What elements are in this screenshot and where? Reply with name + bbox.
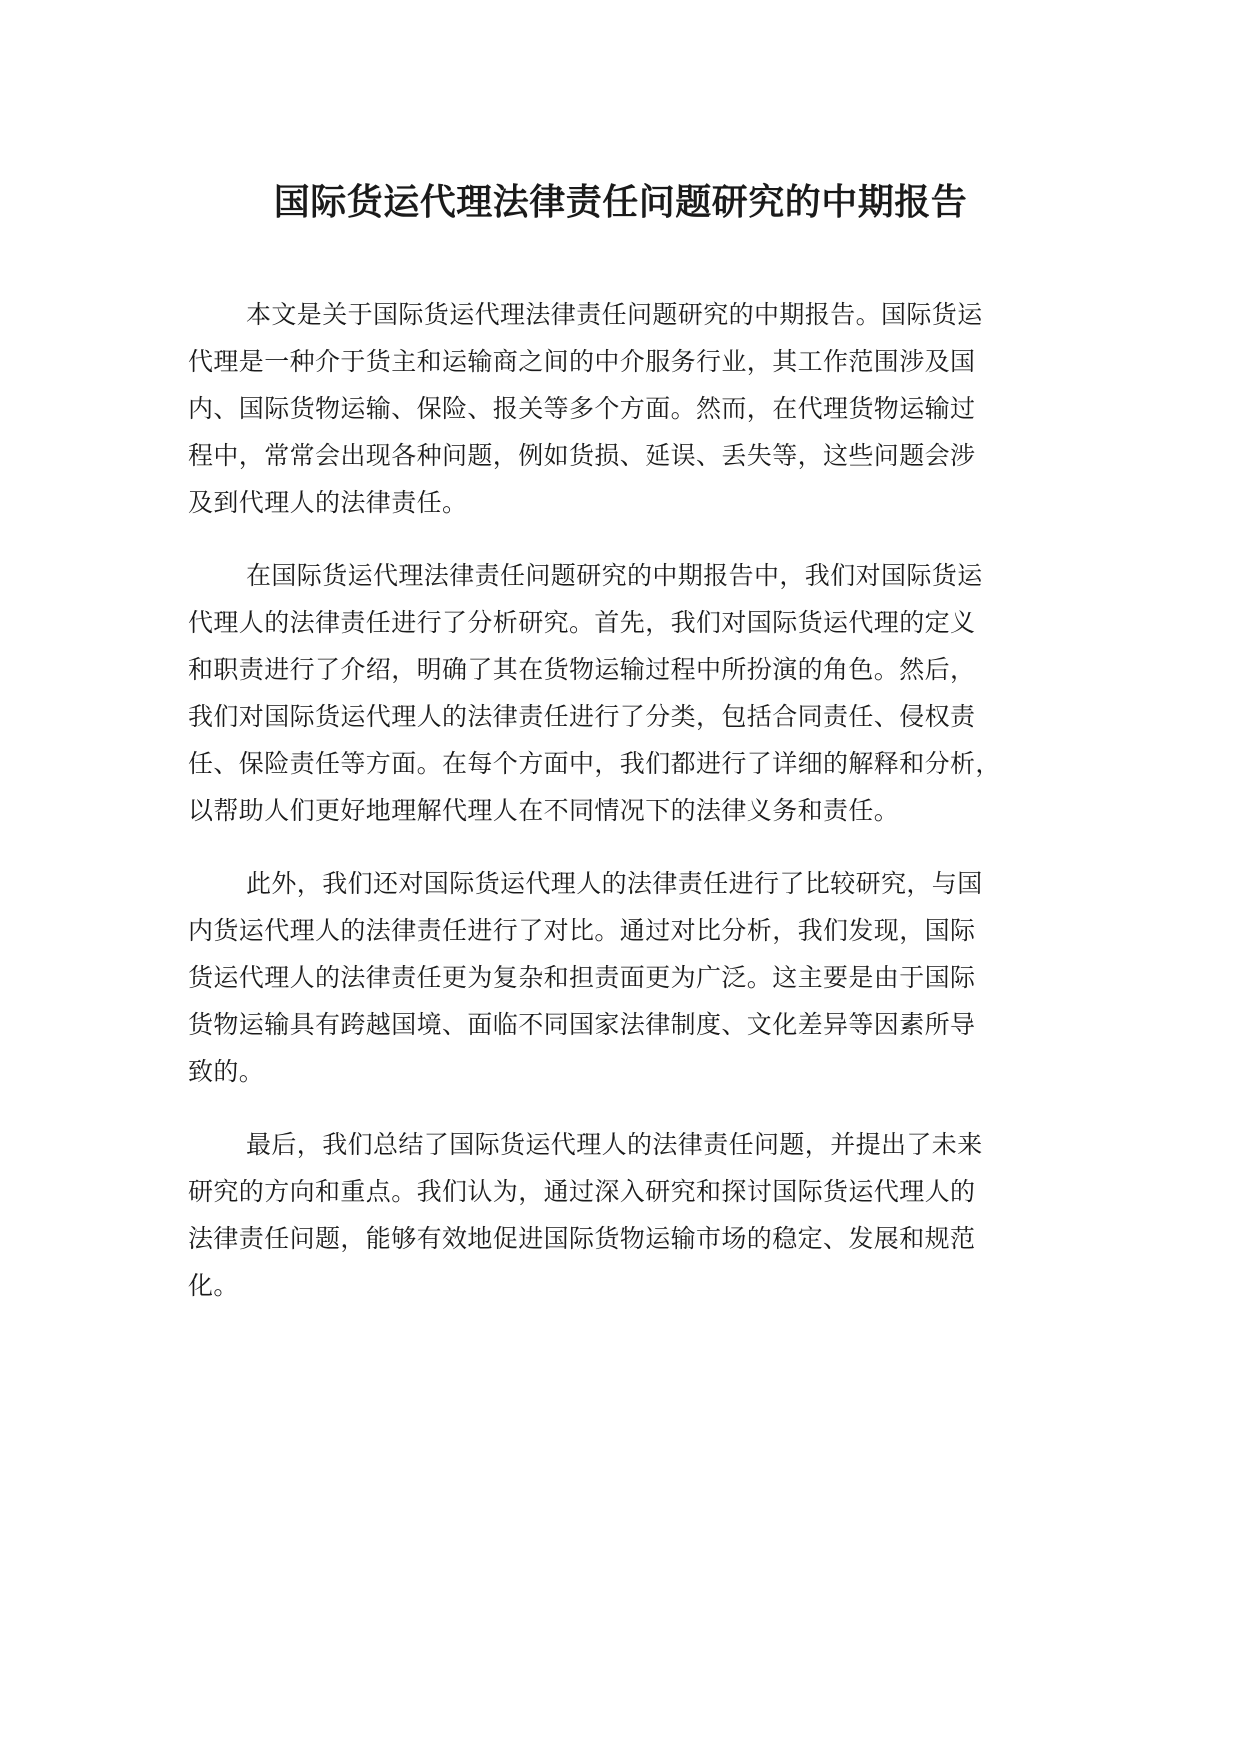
paragraph-line: 内、国际货物运输、保险、报关等多个方面。然而，在代理货物运输过 [188, 394, 976, 423]
paragraph-line: 法律责任问题，能够有效地促进国际货物运输市场的稳定、发展和规范 [188, 1224, 976, 1253]
paragraph-line: 以帮助人们更好地理解代理人在不同情况下的法律义务和责任。 [188, 796, 900, 825]
paragraph-line: 货物运输具有跨越国境、面临不同国家法律制度、文化差异等因素所导 [188, 1010, 976, 1039]
paragraph-line: 货运代理人的法律责任更为复杂和担责面更为广泛。这主要是由于国际 [188, 963, 976, 992]
paragraph-line: 我们对国际货运代理人的法律责任进行了分类，包括合同责任、侵权责 [188, 702, 976, 731]
paragraph-line: 代理是一种介于货主和运输商之间的中介服务行业，其工作范围涉及国 [188, 347, 976, 376]
paragraph-line: 和职责进行了介绍，明确了其在货物运输过程中所扮演的角色。然后， [188, 655, 976, 684]
paragraph-3 [188, 860, 1028, 1095]
paragraph-line: 研究的方向和重点。我们认为，通过深入研究和探讨国际货运代理人的 [188, 1177, 976, 1206]
paragraph-line: 化。 [188, 1271, 239, 1300]
paragraph-1 [188, 291, 1028, 526]
paragraph-4 [188, 1121, 1028, 1309]
paragraph-line: 本文是关于国际货运代理法律责任问题研究的中期报告。国际货运 [246, 300, 983, 329]
paragraph-line: 此外，我们还对国际货运代理人的法律责任进行了比较研究，与国 [246, 869, 983, 898]
paragraph-line: 内货运代理人的法律责任进行了对比。通过对比分析，我们发现，国际 [188, 916, 976, 945]
paragraph-line: 致的。 [188, 1057, 265, 1086]
document-title: 国际货运代理法律责任问题研究的中期报告 [273, 182, 968, 223]
paragraph-line: 任、保险责任等方面。在每个方面中，我们都进行了详细的解释和分析， [188, 749, 1001, 778]
paragraph-line: 程中，常常会出现各种问题，例如货损、延误、丢失等，这些问题会涉 [188, 441, 976, 470]
paragraph-line: 在国际货运代理法律责任问题研究的中期报告中，我们对国际货运 [246, 561, 983, 590]
paragraph-line: 最后，我们总结了国际货运代理人的法律责任问题，并提出了未来 [246, 1130, 983, 1159]
paragraph-2 [188, 552, 1028, 834]
paragraph-line: 代理人的法律责任进行了分析研究。首先，我们对国际货运代理的定义 [188, 608, 976, 637]
paragraph-line: 及到代理人的法律责任。 [188, 488, 468, 517]
document-body [188, 291, 1028, 1335]
